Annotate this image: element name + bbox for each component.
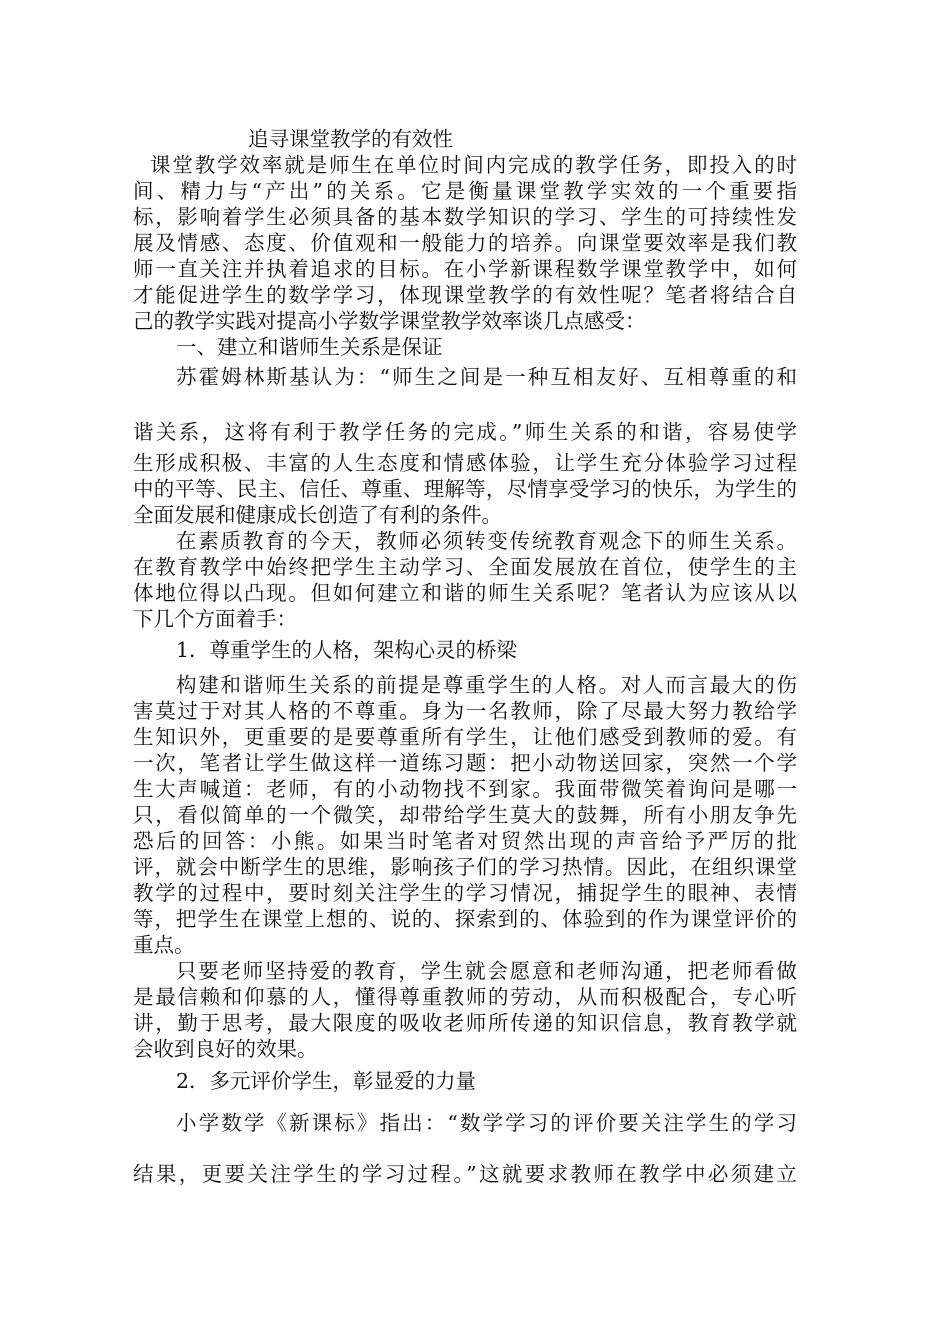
paragraph-line: 生形成积极、丰富的人生态度和情感体验，让学生充分体验学习过程	[133, 451, 797, 475]
paragraph-line: 中的平等、民主、信任、尊重、理解等，尽情享受学习的快乐，为学生的	[133, 477, 797, 501]
paragraph-line: 在教育教学中始终把学生主动学习、全面发展放在首位，使学生的主	[133, 555, 797, 579]
paragraph-line: 生知识外，更重要的是要尊重所有学生，让他们感受到教师的爱。有	[133, 725, 797, 749]
paragraph-line: 展及情感、态度、价值观和一般能力的培养。向课堂要效率是我们教	[133, 231, 797, 255]
paragraph-line: 标，影响着学生必须具备的基本数学知识的学习、学生的可持续性发	[133, 205, 797, 229]
paragraph-line: 体地位得以凸现。但如何建立和谐的师生关系呢？笔者认为应该从以	[133, 581, 797, 605]
paragraph-line: 构建和谐师生关系的前提是尊重学生的人格。对人而言最大的伤	[176, 673, 797, 697]
paragraph-line: 课堂教学效率就是师生在单位时间内完成的教学任务，即投入的时	[150, 153, 797, 177]
paragraph-line: 只，看似简单的一个微笑，却带给学生莫大的鼓舞，所有小朋友争先	[133, 803, 797, 827]
paragraph-line: 己的教学实践对提高小学数学课堂教学效率谈几点感受：	[133, 309, 646, 333]
paragraph-line: 结果，更要关注学生的学习过程。”这就要求教师在教学中必须建立	[133, 1162, 797, 1186]
paragraph-line: 教学的过程中，要时刻关注学生的学习情况，捕捉学生的眼神、表情	[133, 881, 797, 905]
subsection-heading: 2．多元评价学生，彰显爱的力量	[176, 1069, 477, 1093]
paragraph-line: 害莫过于对其人格的不尊重。身为一名教师，除了尽最大努力教给学	[133, 699, 797, 723]
paragraph-line: 才能促进学生的数学学习，体现课堂教学的有效性呢？笔者将结合自	[133, 283, 797, 307]
paragraph-line: 苏霍姆林斯基认为：“师生之间是一种互相友好、互相尊重的和	[176, 365, 797, 389]
paragraph-line: 师一直关注并执着追求的目标。在小学新课程数学课堂教学中，如何	[133, 257, 797, 281]
paragraph-line: 只要老师坚持爱的教育，学生就会愿意和老师沟通，把老师看做	[176, 959, 797, 983]
paragraph-line: 小学数学《新课标》指出：“数学学习的评价要关注学生的学习	[176, 1111, 797, 1135]
paragraph-line: 一次，笔者让学生做这样一道练习题：把小动物送回家，突然一个学	[133, 751, 797, 775]
paragraph-line: 在素质教育的今天，教师必须转变传统教育观念下的师生关系。	[176, 529, 797, 553]
document-title: 追寻课堂教学的有效性	[248, 127, 453, 151]
paragraph-line: 等，把学生在课堂上想的、说的、探索到的、体验到的作为课堂评价的	[133, 907, 797, 931]
subsection-heading: 1．尊重学生的人格，架构心灵的桥梁	[176, 638, 518, 662]
paragraph-line: 全面发展和健康成长创造了有利的条件。	[133, 503, 502, 527]
paragraph-line: 下几个方面着手：	[133, 607, 297, 631]
paragraph-line: 评，就会中断学生的思维，影响孩子们的学习热情。因此，在组织课堂	[133, 855, 797, 879]
section-heading: 一、建立和谐师生关系是保证	[176, 335, 443, 359]
paragraph-line: 讲，勤于思考，最大限度的吸收老师所传递的知识信息，教育教学就	[133, 1011, 797, 1035]
paragraph-line: 间、精力与“产出”的关系。它是衡量课堂教学实效的一个重要指	[133, 179, 797, 203]
paragraph-line: 会收到良好的效果。	[133, 1037, 318, 1061]
paragraph-line: 是最信赖和仰慕的人，懂得尊重教师的劳动，从而积极配合，专心听	[133, 985, 797, 1009]
paragraph-line: 重点。	[133, 933, 195, 957]
paragraph-line: 谐关系，这将有利于教学任务的完成。”师生关系的和谐，容易使学	[133, 420, 797, 444]
paragraph-line: 恐后的回答：小熊。如果当时笔者对贸然出现的声音给予严厉的批	[133, 829, 797, 853]
paragraph-line: 生大声喊道：老师，有的小动物找不到家。我面带微笑着询问是哪一	[133, 777, 797, 801]
